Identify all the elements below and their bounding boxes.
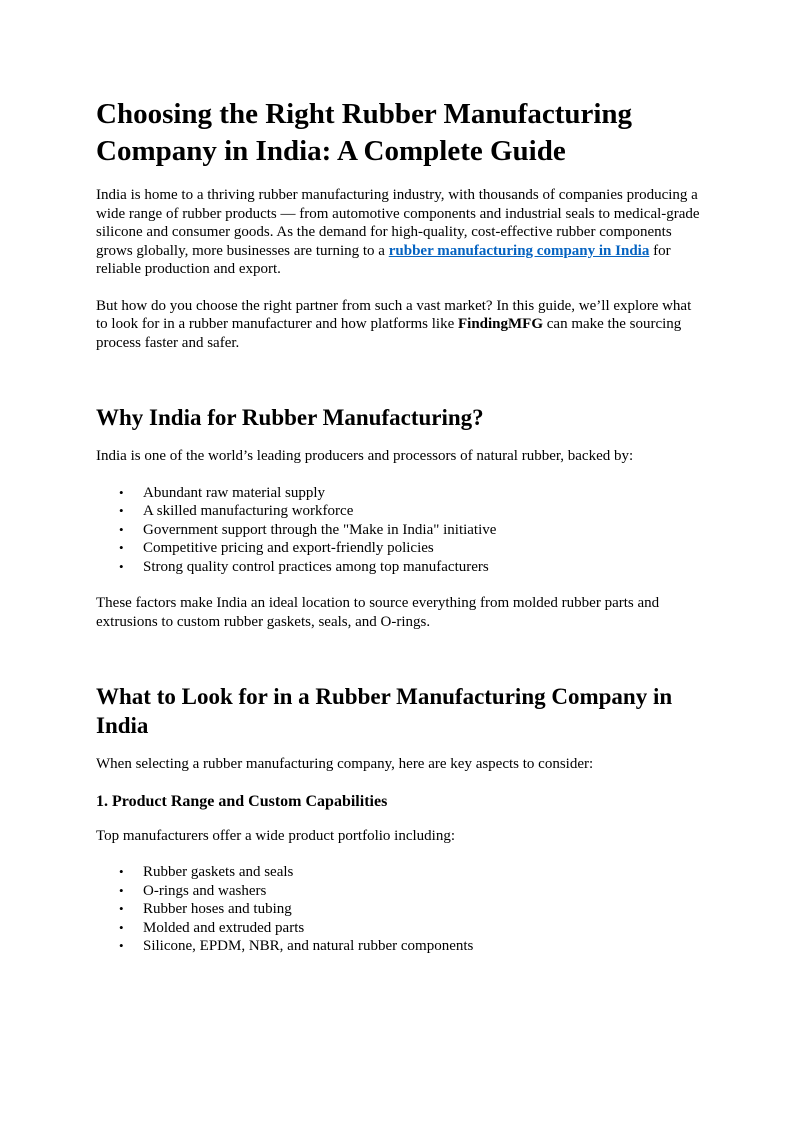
list-item: • A skilled manufacturing workforce — [143, 502, 702, 521]
intro-p2-text-end: can make the sourcing process faster and safer. — [96, 316, 682, 351]
product-range-list — [96, 863, 702, 956]
list-item: • Rubber gaskets and seals — [143, 863, 702, 882]
page-title: Choosing the Right Rubber Manufacturing Company in India: A Complete Guide — [96, 98, 633, 167]
intro-paragraph-2 — [96, 297, 702, 353]
why-india-list — [96, 484, 702, 577]
intro-p1-text: India is home to a thriving rubber manufacturing industry, with thousands of companies producing a wide range of rubber products — from automotive components and industrial seals to medical-grade silicone and consumer goods. As the demand for high-quality, cost-effective rubber components grows globally, more businesses are turning to a — [96, 187, 700, 259]
list-item: • Strong quality control practices among top manufacturers — [143, 558, 702, 577]
list-item: • Government support through the "Make in India" initiative — [143, 521, 702, 540]
intro-p1-text-end: for reliable production and export. — [96, 242, 671, 277]
section-heading-why-india: Why India for Rubber Manufacturing? — [96, 405, 484, 430]
what-to-look-for-lead: When selecting a rubber manufacturing company, here are key aspects to consider: — [96, 756, 594, 772]
why-india-lead: India is one of the world’s leading producers and processors of natural rubber, backed by: — [96, 448, 634, 464]
subsection-heading-product-range: 1. Product Range and Custom Capabilities — [96, 792, 388, 810]
list-item: • Silicone, EPDM, NBR, and natural rubber components — [143, 937, 702, 956]
list-item: • Molded and extruded parts — [143, 919, 702, 938]
findingmfg-brand: FindingMFG — [457, 316, 543, 332]
intro-paragraph-1 — [96, 186, 702, 279]
list-item: • Abundant raw material supply — [143, 484, 702, 503]
document-page — [96, 96, 702, 956]
rubber-manufacturing-company-link[interactable]: rubber manufacturing company in India — [388, 242, 650, 259]
intro-p2-text: But how do you choose the right partner from such a vast market? In this guide, we’ll explore what to look for in a rubber manufacturer and how platforms like — [96, 297, 692, 332]
list-item: • O-rings and washers — [143, 882, 702, 901]
list-item: • Rubber hoses and tubing — [143, 900, 702, 919]
list-item: • Competitive pricing and export-friendly policies — [143, 539, 702, 558]
product-range-lead: Top manufacturers offer a wide product portfolio including: — [96, 827, 455, 844]
section-heading-what-to-look-for: What to Look for in a Rubber Manufacturing Company in India — [96, 684, 673, 738]
why-india-closing: These factors make India an ideal location to source everything from molded rubber parts and extrusions to custom rubber gaskets, seals, and O-rings. — [96, 595, 660, 630]
